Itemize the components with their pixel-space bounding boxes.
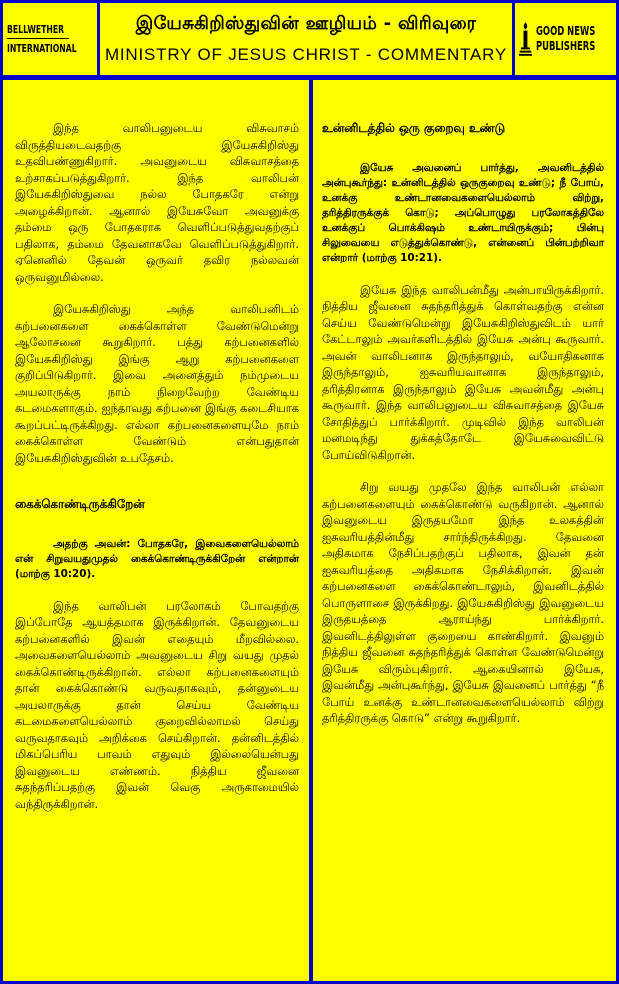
title-english: MINISTRY OF JESUS CHRIST - COMMENTARY	[104, 45, 508, 64]
candle-icon	[519, 13, 532, 65]
paragraph: இயேசு இந்த வாலிபன்மீது அன்பாயிருக்கிறார். நித்திய ஜீவனை சுதந்தரித்துக் கொள்வதற்கு என்ன செய்ய வேண்டுமென்று இயேசுகிறிஸ்துவிடம் யார் கேட்டாலும் அவர்களிடத்தில் இயேசு அன்பு கூருவார். அவன் வாலிபனாக இருந்தாலும், வயோதிகனாக இருந்தாலும், ஐசுவரியவானாக இருந்தாலும், தரித்திரனாக இருந்தாலும் இயேசு அவன்மீது அன்பு கூருவார். இந்த வாலிபனுடைய விசுவாசத்தை இயேசு சோதித்துப் பார்க்கிறார். முடிவில் இந்த வாலிபன் மனமடிந்து துக்கத்தோடே இயேசுவைவிட்டு போய்விடுகிறான்.	[322, 282, 604, 462]
title-tamil: இயேசுகிறிஸ்துவின் ஊழியம் - விரிவுரை	[135, 13, 477, 34]
left-column	[3, 80, 309, 981]
paragraph: சிறு வயது முதலே இந்த வாலிபன் எல்லா கற்பனைகளையும் கைக்கொண்டு வருகிறான். ஆனால் இவனுடைய இருதயமோ இந்த உலகத்தின் ஐசுவரியத்தின்மீது சார்ந்திருக்கிறது. தேவனை அதிகமாக நேசிப்பதற்குப் பதிலாக, இவன் தன் ஐசுவரியத்தை அதிகமாக நேசிக்கிறான். இவன் கற்பனைகளை கைக்கொண்டாலும், இவனிடத்தில் பொருளாசை இருக்கிறது. இயேசுகிறிஸ்து இவனுடைய இருதயத்தை ஆராய்ந்து பார்க்கிறார். இவனிடத்திலுள்ள குறையை காண்கிறார். இவனும் நித்திய ஜீவனை சுதந்தரித்துக் கொள்ள வேண்டுமென்று இயேசு விரும்புகிறார். ஆகையினால் இயேசு, இவன்மீது அன்புகூர்ந்து, இயேசு இவனைப் பார்த்து “நீ போய் உனக்கு உண்டானவைகளையெல்லாம் விற்று தரித்திரருக்கு கொடு” என்று கூறுகிறார்.	[322, 480, 604, 725]
scripture-verse: இயேசு அவனைப் பார்த்து, அவனிடத்தில் அன்புகூர்ந்து: உன்னிடத்தில் ஒருகுறைவு உண்டு; நீ போய், உனக்கு உண்டானவைகளையெல்லாம் விற்று, தரித்திரருக்குக் கொடு; அப்பொழுது பரலோகத்திலே உனக்குப் பொக்கிஷம் உண்டாயிருக்கும்; பின்பு சிலுவையை எடுத்துக்கொண்டு, என்னைப் பின்பற்றிவா என்றார் (மாற்கு 10:21).	[322, 161, 604, 264]
paragraph: இந்த வாலிபன் பரலோகம் போவதற்கு இப்போதே ஆயத்தமாக இருக்கிறான். தேவனுடைய கற்பனைகளில் இவன் எதையும் மீறவில்லை. அவைகளையெல்லாம் அவனுடைய சிறு வயது முதல் கைக்கொண்டிருக்கிறான். எல்லா கற்பனைகளையும் தான் கைக்கொண்டு வருவதாகவும், தன்னுடைய அயலாருக்கு தான் செய்ய வேண்டிய கடமைகளையெல்லாம் குறைவில்லாமல் செய்து வருவதாகவும் அறிக்கை செய்கிறான். தன்னிடத்தில் மிகப்பெரிய பாவம் எதுவும் இல்லையென்பது இவனுடைய எண்ணம். நித்திய ஜீவனை சுதந்தரிப்பதற்கு இவன் வெகு அருகாமையில் வந்திருக்கிறான்.	[15, 598, 299, 811]
logo-line-1: GOOD NEWS	[535, 24, 596, 38]
logo-line-2: PUBLISHERS	[535, 39, 596, 53]
logo-line-2: INTERNATIONAL	[7, 41, 77, 55]
section-heading: கைக்கொண்டிருக்கிறேன்	[15, 497, 145, 511]
paragraph: இந்த வாலிபனுடைய விசுவாசம் விருத்தியடைவதற்கு இயேசுகிறிஸ்து உதவிபண்ணுகிறார். அவனுடைய விசுவாசத்தை உற்சாகப்படுத்துகிறார். இந்த வாலிபன் இயேசுகிறிஸ்துவை நல்ல போதகரே என்று அழைக்கிறான். ஆனால் இயேசுவோ அவனுக்கு தம்மை ஒரு போதகராக வெளிப்படுத்துவதற்குப் பதிலாக, தம்மை தேவனாகவே வெளிப்படுத்துகிறார். ஏனெனில் தேவன் ஒருவர் தவிர நல்லவன் ஒருவனுமில்லை.	[15, 121, 299, 284]
bellwether-logo	[3, 3, 97, 75]
right-column	[313, 80, 616, 981]
section-heading: உன்னிடத்தில் ஒரு குறைவு உண்டு	[322, 121, 506, 135]
page-header	[100, 3, 512, 75]
good-news-logo	[515, 3, 616, 75]
paragraph: இயேசுகிறிஸ்து அந்த வாலிபனிடம் கற்பனைகளை கைக்கொள்ள வேண்டுமென்று ஆலோசனை கூறுகிறார். பத்து கற்பனைகளில் இயேசுகிறிஸ்து இங்கு ஆறு கற்பனைகளை குறிப்பிடுகிறார். இவை அனைத்தும் நம்முடைய அயலாருக்கு நாம் நிறைவேற்ற வேண்டிய கடமைகளாகும். ஐந்தாவது கற்பனை இங்கு கடைசியாக கூறப்பட்டிருக்கிறது. எல்லா கற்பனைகளையுமே நாம் கைக்கொள்ள வேண்டும் என்பதுதான் இயேசுகிறிஸ்துவின் உபதேசம்.	[15, 302, 299, 465]
scripture-verse: அதற்கு அவன்: போதகரே, இவைகளையெல்லாம் என் சிறுவயதுமுதல் கைக்கொண்டிருக்கிறேன் என்றான் (மாற்கு 10:20).	[15, 537, 299, 580]
logo-line-1: BELLWETHER	[7, 22, 65, 36]
